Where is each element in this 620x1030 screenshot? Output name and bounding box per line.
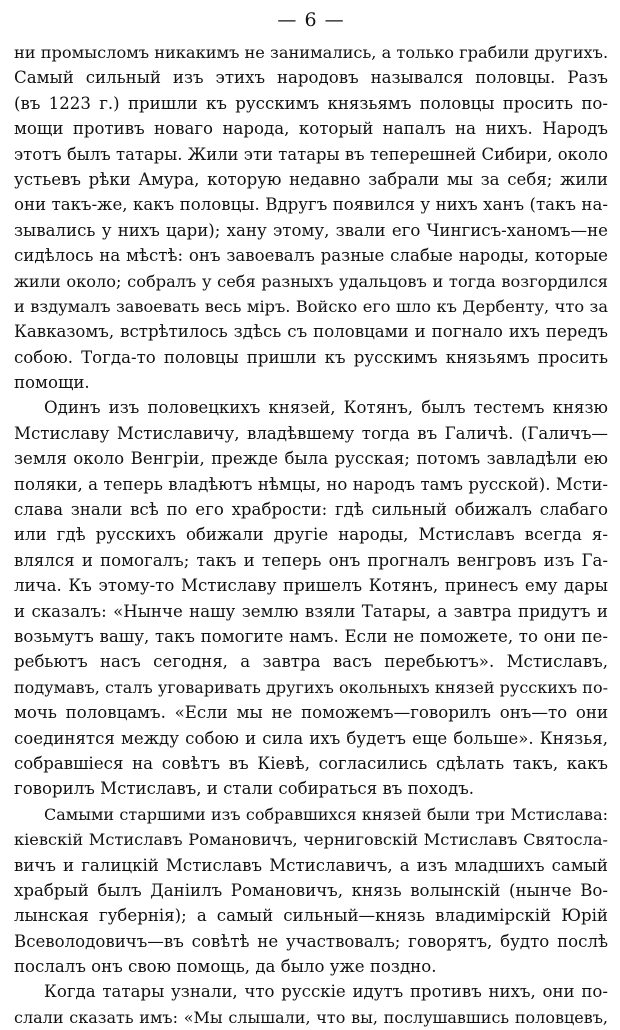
text-line: соединятся между собою и сила ихъ будетъ еще больше». Князья, [14, 728, 608, 748]
text-line: поляки, а теперь владѣютъ нѣмцы, но народъ тамъ русской). Мсти- [14, 474, 608, 494]
page-number: — 6 — [277, 9, 345, 31]
text-line: возьмутъ вашу, такъ помогите намъ. Если не поможете, то они пе- [14, 626, 608, 646]
text-line: Когда татары узнали, что русскіе идутъ противъ нихъ, они по- [44, 982, 608, 1002]
text-line: лича. Къ этому-то Мстиславу пришелъ Котянъ, принесъ ему дары [14, 576, 608, 596]
text-line: Самыми старшими изъ собравшихся князей были три Мстислава: [44, 804, 608, 824]
paragraph [14, 395, 608, 801]
text-line: жили около; собралъ у себя разныхъ удальцовъ и тогда возгордился [14, 271, 608, 291]
text-line: собравшіеся на совѣтъ въ Кіевѣ, согласились сдѣлать такъ, какъ [14, 753, 608, 773]
text-line: или гдѣ русскихъ обижали другіе народы, Мстиславъ всегда я- [14, 525, 608, 545]
text-line: слава знали всѣ по его храбрости: гдѣ сильный обижалъ слабаго [14, 500, 608, 520]
text-line: (въ 1223 г.) пришли къ русскимъ князьямъ половцы просить по- [14, 93, 608, 113]
text-line: Мстиславу Мстиславичу, владѣвшему тогда въ Галичѣ. (Галичъ— [14, 423, 608, 443]
text-line: собою. Тогда-то половцы пришли къ русскимъ князьямъ просить [14, 347, 608, 367]
text-line: этотъ былъ татары. Жили эти татары въ теперешней Сибири, около [14, 144, 608, 164]
paragraph [14, 40, 608, 395]
text-line: помощи. [14, 373, 90, 393]
text-line: лынская губернія); а самый сильный—князь владимірскій Юрій [14, 906, 608, 926]
text-line: послалъ онъ свою помощь, да было уже поздно. [14, 957, 437, 977]
text-line: Самый сильный изъ этихъ народовъ назывался половцы. Разъ [14, 68, 608, 88]
text-line: мощи противъ новаго народа, который напалъ на нихъ. Народъ [14, 119, 608, 139]
text-line: Всеволодовичъ—въ совѣтѣ не участвовалъ; говорятъ, будто послѣ [14, 931, 608, 951]
page-text [14, 40, 608, 1030]
text-line: они такъ-же, какъ половцы. Вдругъ появился у нихъ ханъ (такъ на- [14, 195, 608, 215]
text-line: храбрый былъ Даніилъ Романовичъ, князь волынскій (нынче Во- [14, 880, 608, 900]
text-line: устьевъ рѣки Амура, которую недавно забрали мы за себя; жили [14, 169, 608, 189]
text-line: сидѣлось на мѣстѣ: онъ завоевалъ разные слабые народы, которые [14, 246, 608, 266]
text-line: и вздумалъ завоевать весь міръ. Войско его шло къ Дербенту, что за [14, 296, 608, 316]
text-line: и сказалъ: «Нынче нашу землю взяли Татары, а завтра придутъ и [14, 601, 608, 621]
text-line: зывались у нихъ цари); хану этому, звали его Чингисъ-ханомъ—не [14, 220, 608, 240]
text-line: вичъ и галицкій Мстиславъ Мстиславичъ, а изъ младшихъ самый [14, 855, 608, 875]
paragraph [14, 979, 608, 1030]
paragraph [14, 802, 608, 980]
text-line: Кавказомъ, встрѣтилось здѣсь съ половцами и погнало ихъ передъ [14, 322, 608, 342]
text-line: ребьютъ насъ сегодня, а завтра васъ перебьютъ». Мстиславъ, [14, 652, 608, 672]
text-line: Одинъ изъ половецкихъ князей, Котянъ, былъ тестемъ князю [44, 398, 608, 418]
text-line: подумавъ, сталъ уговаривать другихъ окольныхъ князей русскихъ по- [14, 677, 608, 697]
text-line: ни промысломъ никакимъ не занимались, а только грабили другихъ. [14, 43, 608, 62]
text-line: мочь половцамъ. «Если мы не поможемъ—говорилъ онъ—то они [14, 703, 608, 723]
text-line: влялся и помогалъ; такъ и теперь онъ прогналъ венгровъ изъ Га- [14, 550, 608, 570]
text-line: слали сказать имъ: «Мы слышали, что вы, послушавшись половцевъ, [14, 1007, 608, 1027]
book-page [14, 6, 608, 1030]
text-line: земля около Венгріи, прежде была русская; потомъ завладѣли ею [14, 449, 608, 469]
text-line: говорилъ Мстиславъ, и стали собираться въ походъ. [14, 779, 475, 799]
text-line: кіевскій Мстиславъ Романовичъ, черниговскій Мстиславъ Святосла- [14, 830, 608, 850]
